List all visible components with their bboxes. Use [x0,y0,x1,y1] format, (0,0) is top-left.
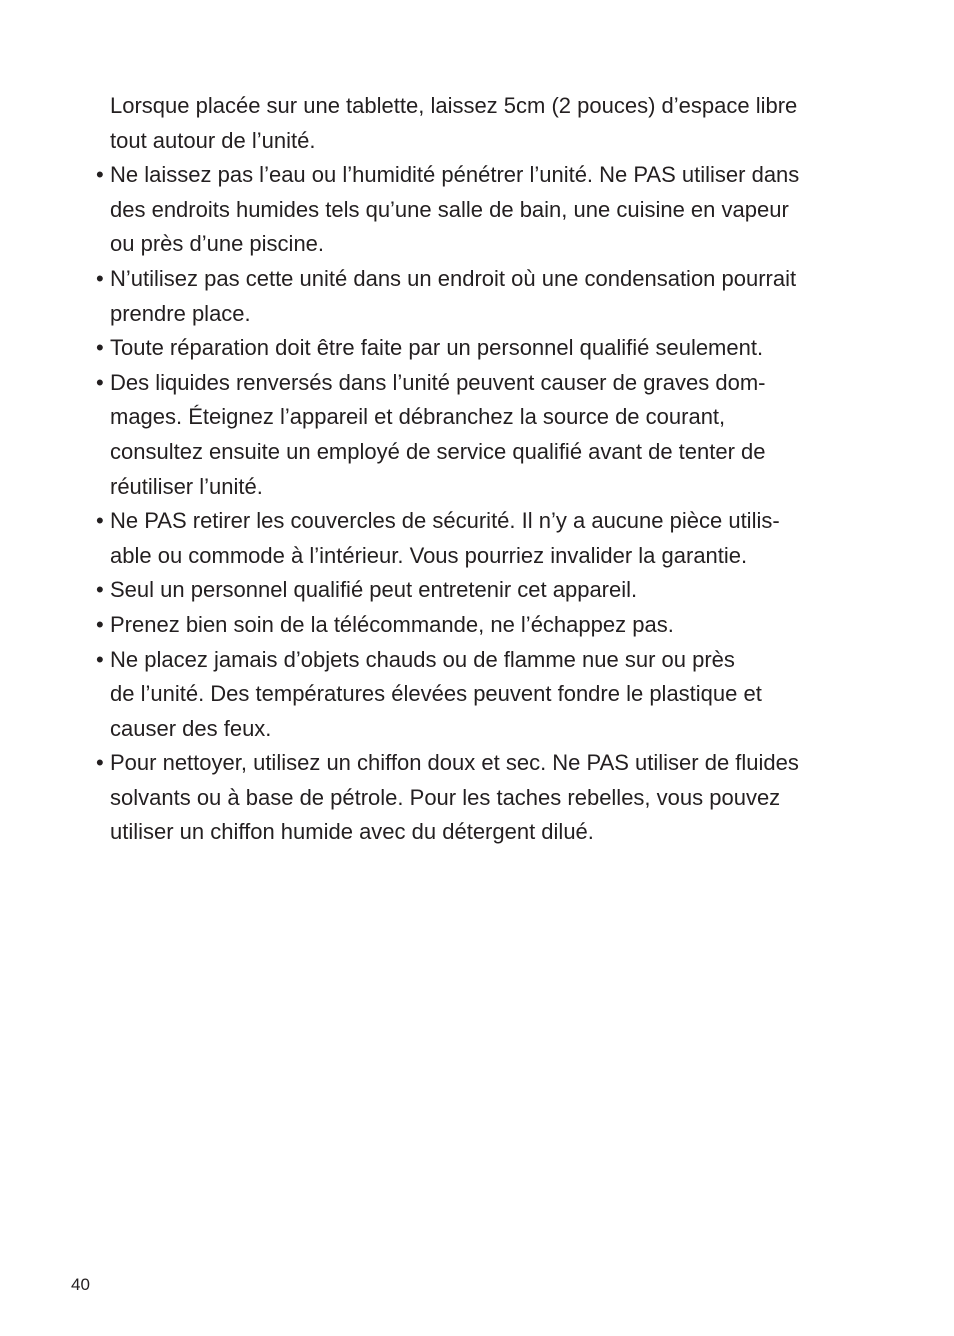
text-line [96,435,886,470]
line-text: tout autour de l’unité. [110,127,316,153]
line-text: Seul un personnel qualifié peut entretenir cet appareil. [110,577,638,603]
text-line [96,193,886,228]
text-line [96,470,886,505]
line-text: Prenez bien soin de la télécommande, ne l’échappez pas. [110,611,674,637]
text-line [96,573,886,608]
text-line [96,539,886,574]
line-text: ou près d’une piscine. [110,231,325,257]
line-text: Lorsque placée sur une tablette, laissez 5cm (2 pouces) d’espace libre [110,93,798,118]
line-text: Toute réparation doit être faite par un personnel qualifié seulement. [110,335,764,361]
safety-instructions-text [96,89,886,850]
text-line [96,746,886,781]
text-line [96,400,886,435]
text-line [96,366,886,401]
line-text: solvants ou à base de pétrole. Pour les taches rebelles, vous pouvez [110,784,781,810]
page-number: 40 [71,1275,90,1294]
text-line [96,158,886,193]
line-text: N’utilisez pas cette unité dans un endroit où une condensation pourrait [110,265,797,291]
line-text: mages. Éteignez l’appareil et débranchez la source de courant, [110,404,726,430]
line-text: Ne laissez pas l’eau ou l’humidité pénétrer l’unité. Ne PAS utiliser dans [110,162,800,188]
bullet-mark: • [96,577,104,603]
text-line [96,297,886,332]
text-line [96,262,886,297]
line-text: utiliser un chiffon humide avec du détergent dilué. [110,819,594,845]
line-text: réutiliser l’unité. [110,473,263,499]
line-text: prendre place. [110,300,251,326]
line-text: de l’unité. Des températures élevées peuvent fondre le plastique et [110,681,762,707]
text-line [96,643,886,678]
line-text: causer des feux. [110,715,272,741]
bullet-mark: • [96,335,104,361]
text-line [96,781,886,816]
bullet-mark: • [96,611,104,637]
bullet-mark: • [96,162,104,188]
bullet-mark: • [96,646,104,672]
text-line [96,712,886,747]
text-line [96,677,886,712]
line-text: Ne PAS retirer les couvercles de sécurité. Il n’y a aucune pièce utilis- [110,508,780,534]
text-line [96,815,886,850]
bullet-mark: • [96,508,104,534]
line-text: Pour nettoyer, utilisez un chiffon doux et sec. Ne PAS utiliser de fluides [110,750,799,776]
line-text: Ne placez jamais d’objets chauds ou de flamme nue sur ou près [110,646,735,672]
bullet-mark: • [96,265,104,291]
bullet-mark: • [96,369,104,395]
bullet-mark: • [96,750,104,776]
text-line [96,227,886,262]
text-line [96,504,886,539]
line-text: des endroits humides tels qu’une salle de bain, une cuisine en vapeur [110,196,789,222]
text-line [96,124,886,159]
text-line [96,89,886,124]
line-text: able ou commode à l’intérieur. Vous pourriez invalider la garantie. [110,542,748,568]
line-text: consultez ensuite un employé de service qualifié avant de tenter de [110,438,766,464]
text-line [96,331,886,366]
line-text: Des liquides renversés dans l’unité peuvent causer de graves dom- [110,369,766,395]
text-line [96,608,886,643]
